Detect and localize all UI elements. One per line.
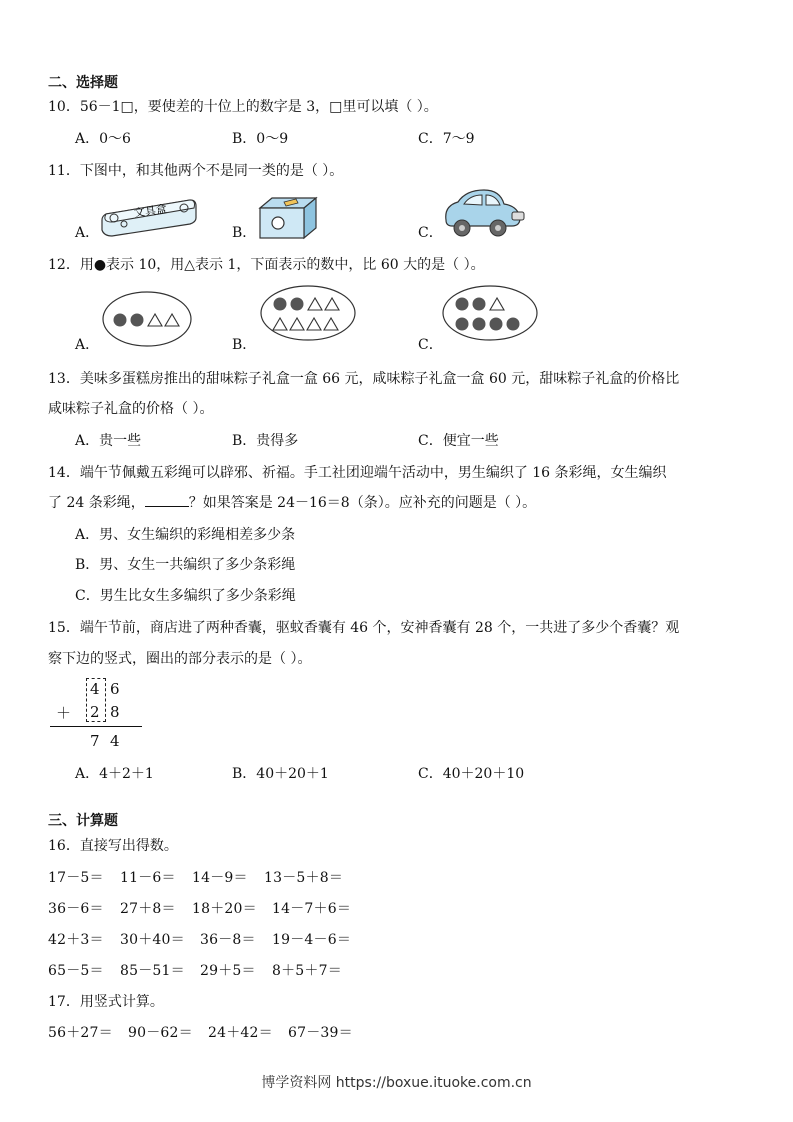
q16-row-4-item-1: 65－5＝: [48, 963, 104, 979]
q15-result-ones: 4: [110, 732, 120, 750]
q17-item-3: 24＋42＝: [208, 1025, 273, 1041]
q16-row-4-item-3: 29＋5＝: [200, 963, 256, 979]
q12-a-figure: [102, 290, 192, 348]
q16-row-1-item-4: 13－5＋8＝: [264, 870, 344, 886]
q14-blank: [145, 494, 189, 507]
q14-stem-line1: 14．端午节佩戴五彩绳可以辟邪、祈福。手工社团迎端午活动中，男生编织了 16 条彩绳，女生编织: [48, 465, 667, 481]
q16-row-2-item-2: 27＋8＝: [120, 901, 176, 917]
q12-option-b: B．: [232, 337, 257, 353]
q12-c-figure: [442, 284, 538, 342]
q15-top-ones: 6: [110, 680, 120, 698]
q13-option-a: A．贵一些: [75, 433, 142, 449]
q16-row-4-item-2: 85－51＝: [120, 963, 185, 979]
q15-option-b: B．40＋20＋1: [232, 766, 329, 782]
q16-row-3-item-3: 36－8＝: [200, 932, 256, 948]
q10-option-a: A．0～6: [75, 131, 131, 147]
q15-bottom-ones: 8: [110, 703, 120, 721]
q10-stem: 10．56－1□，要使差的十位上的数字是 3，□里可以填（ ）。: [48, 99, 438, 115]
q14-option-b: B．男、女生一共编织了多少条彩绳: [75, 557, 296, 573]
pencil-box-label: 文具盒: [133, 202, 168, 220]
q14-stem-line2-start: 了 24 条彩绳，: [48, 495, 145, 511]
q15-plus-sign: ＋: [56, 704, 72, 722]
q13-stem-line2: 咸味粽子礼盒的价格（ ）。: [48, 401, 214, 417]
q15-top-tens: 4: [90, 680, 100, 698]
q15-result-tens: 7: [90, 732, 100, 750]
q14-option-c: C．男生比女生多编织了多少条彩绳: [75, 588, 296, 604]
q17-stem: 17．用竖式计算。: [48, 994, 164, 1010]
q12-b-figure: [260, 284, 356, 342]
q12-option-c: C．: [418, 337, 443, 353]
q16-row-1-item-3: 14－9＝: [192, 870, 248, 886]
q13-option-c: C．便宜一些: [418, 433, 499, 449]
q16-row-2-item-4: 14－7＋6＝: [272, 901, 352, 917]
q15-sum-line: [50, 726, 142, 727]
section-title-choice: 二、选择题: [48, 75, 118, 91]
q15-vertical-addition: [48, 676, 158, 756]
pencil-box-image: [98, 188, 198, 240]
q15-stem-line1: 15．端午节前，商店进了两种香囊，驱蚊香囊有 46 个，安神香囊有 28 个，一共进了多少个香囊？观: [48, 620, 680, 636]
q16-row-2-item-3: 18＋20＝: [192, 901, 257, 917]
q16-row-3-item-1: 42＋3＝: [48, 932, 104, 948]
q13-stem-line1: 13．美味多蛋糕房推出的甜味粽子礼盒一盒 66 元，咸味粽子礼盒一盒 60 元，甜味粽子礼盒的价格比: [48, 371, 680, 387]
q14-stem-line2: [48, 492, 536, 512]
q10-option-c: C．7～9: [418, 131, 475, 147]
q13-option-b: B．贵得多: [232, 433, 299, 449]
q16-row-3-item-2: 30＋40＝: [120, 932, 185, 948]
q16-row-1-item-1: 17－5＝: [48, 870, 104, 886]
q11-option-a: A．: [75, 225, 100, 241]
footer-watermark: 博学资料网 https://boxue.ituoke.com.cn: [261, 1075, 532, 1091]
q11-stem: 11．下图中，和其他两个不是同一类的是（ ）。: [48, 163, 344, 179]
q16-row-3-item-4: 19－4－6＝: [272, 932, 352, 948]
q12-option-a: A．: [75, 337, 100, 353]
q15-option-c: C．40＋20＋10: [418, 766, 525, 782]
q17-item-4: 67－39＝: [288, 1025, 353, 1041]
q15-stem-line2: 察下边的竖式，圈出的部分表示的是（ ）。: [48, 651, 312, 667]
q16-row-2-item-1: 36－6＝: [48, 901, 104, 917]
q11-option-b: B．: [232, 225, 257, 241]
q10-option-b: B．0～9: [232, 131, 289, 147]
q17-item-1: 56＋27＝: [48, 1025, 113, 1041]
q16-stem: 16．直接写出得数。: [48, 838, 178, 854]
q17-item-2: 90－62＝: [128, 1025, 193, 1041]
q16-row-4-item-4: 8＋5＋7＝: [272, 963, 342, 979]
q15-option-a: A．4＋2＋1: [75, 766, 154, 782]
q14-option-a: A．男、女生编织的彩绳相差多少条: [75, 527, 296, 543]
q12-stem: 12．用●表示 10，用△表示 1，下面表示的数中，比 60 大的是（ ）。: [48, 257, 485, 273]
q14-stem-line2-end: ？如果答案是 24－16＝8（条）。应补充的问题是（ ）。: [188, 495, 537, 511]
q16-row-1-item-2: 11－6＝: [120, 870, 176, 886]
q15-bottom-tens: 2: [90, 703, 100, 721]
pencil-sharpener-image: [256, 194, 320, 240]
q11-option-c: C．: [418, 225, 443, 241]
toy-car-image: [440, 186, 526, 240]
section-title-calculation: 三、计算题: [48, 813, 118, 829]
